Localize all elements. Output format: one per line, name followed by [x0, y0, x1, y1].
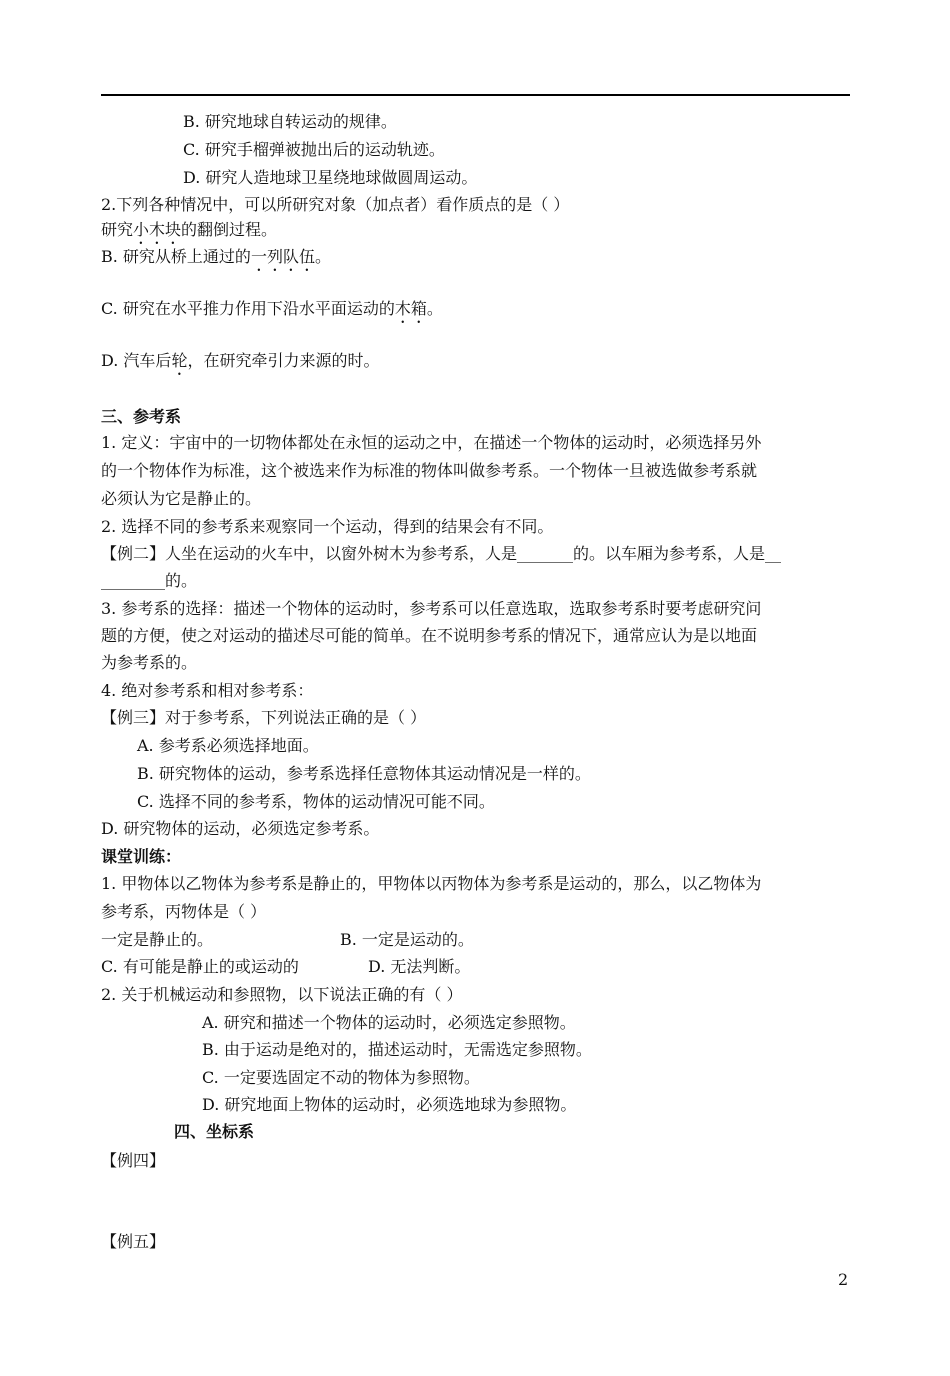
practice-question-1: 1. 甲物体以乙物体为参考系是静止的，甲物体以丙物体为参考系是运动的，那么，以乙物体为: [101, 874, 762, 893]
example-5: 【例五】: [101, 1232, 166, 1251]
practice-question-1: 参考系，丙物体是（ ）: [101, 902, 267, 921]
section-heading-3: 三、参考系: [101, 407, 182, 426]
example-3: 【例三】对于参考系，下列说法正确的是（ ）: [101, 708, 427, 727]
pq2-option-d: D. 研究地面上物体的运动时，必须选地球为参照物。: [202, 1095, 577, 1114]
ex3-option-a: A. 参考系必须选择地面。: [137, 736, 319, 755]
example-2: 【例二】人坐在运动的火车中，以窗外树木为参考系，人是_______的。以车厢为参考系，人是__: [101, 544, 782, 563]
emphasized-text: 小木块: [133, 220, 182, 239]
para-point-3: 3. 参考系的选择：描述一个物体的运动时，参考系可以任意选取，选取参考系时要考虑研究问: [101, 599, 762, 618]
para-point-4: 4. 绝对参考系和相对参考系：: [101, 681, 314, 700]
example-4: 【例四】: [101, 1151, 166, 1170]
para-point-3: 为参考系的。: [101, 653, 198, 672]
text: ，在研究牵引力来源的时。: [187, 351, 380, 370]
pq2-option-a: A. 研究和描述一个物体的运动时，必须选定参照物。: [202, 1013, 576, 1032]
header-rule: [101, 94, 850, 96]
question-2: 2.下列各种情况中，可以所研究对象（加点者）看作质点的是（ ）: [101, 195, 570, 214]
ex3-option-d: D. 研究物体的运动，必须选定参考系。: [101, 819, 380, 838]
text: 。: [314, 247, 331, 266]
text: 的翻倒过程。: [181, 220, 278, 239]
emphasized-text: 一列队伍: [250, 247, 315, 266]
text: D. 汽车后: [101, 351, 172, 370]
emphasized-text: 轮: [171, 351, 188, 370]
q2-option-d: [101, 349, 379, 379]
text: 研究: [101, 220, 134, 239]
text: C. 研究在水平推力作用下沿水平面运动的: [101, 299, 395, 318]
para-point-3: 题的方便，使之对运动的描述尽可能的简单。在不说明参考系的情况下，通常应认为是以地面: [101, 626, 758, 645]
text: 。: [426, 299, 443, 318]
para-definition: 必须认为它是静止的。: [101, 489, 262, 508]
ex3-option-c: C. 选择不同的参考系，物体的运动情况可能不同。: [137, 792, 495, 811]
page-number: 2: [838, 1270, 849, 1289]
pq1-option-c: C. 有可能是静止的或运动的: [101, 957, 299, 976]
ex3-option-b: B. 研究物体的运动，参考系选择任意物体其运动情况是一样的。: [137, 764, 591, 783]
pq1-option-d: D. 无法判断。: [368, 957, 471, 976]
pq1-option-a: 一定是静止的。: [101, 930, 214, 949]
para-definition: 1. 定义：宇宙中的一切物体都处在永恒的运动之中，在描述一个物体的运动时，必须选择另外: [101, 433, 762, 452]
q2-option-b: [101, 245, 331, 275]
q1-option-b: B. 研究地球自转运动的规律。: [183, 112, 397, 131]
q2-option-a: [101, 218, 277, 248]
pq2-option-c: C. 一定要选固定不动的物体为参照物。: [202, 1068, 480, 1087]
example-2: ________的。: [101, 571, 198, 590]
pq1-option-b: B. 一定是运动的。: [340, 930, 474, 949]
pq2-option-b: B. 由于运动是绝对的，描述运动时，无需选定参照物。: [202, 1040, 592, 1059]
para-definition: 的一个物体作为标准，这个被选来作为标准的物体叫做参考系。一个物体一旦被选做参考系就: [101, 461, 758, 480]
section-heading-4: 四、坐标系: [174, 1122, 255, 1141]
text: B. 研究从桥上通过的: [101, 247, 251, 266]
q2-option-c: [101, 297, 443, 327]
practice-question-2: 2. 关于机械运动和参照物，以下说法正确的有（ ）: [101, 985, 463, 1004]
para-point-2: 2. 选择不同的参考系来观察同一个运动，得到的结果会有不同。: [101, 517, 554, 536]
emphasized-text: 木箱: [394, 299, 427, 318]
classroom-practice-heading: 课堂训练：: [101, 847, 182, 866]
q1-option-c: C. 研究手榴弹被抛出后的运动轨迹。: [183, 140, 445, 159]
q1-option-d: D. 研究人造地球卫星绕地球做圆周运动。: [183, 168, 478, 187]
